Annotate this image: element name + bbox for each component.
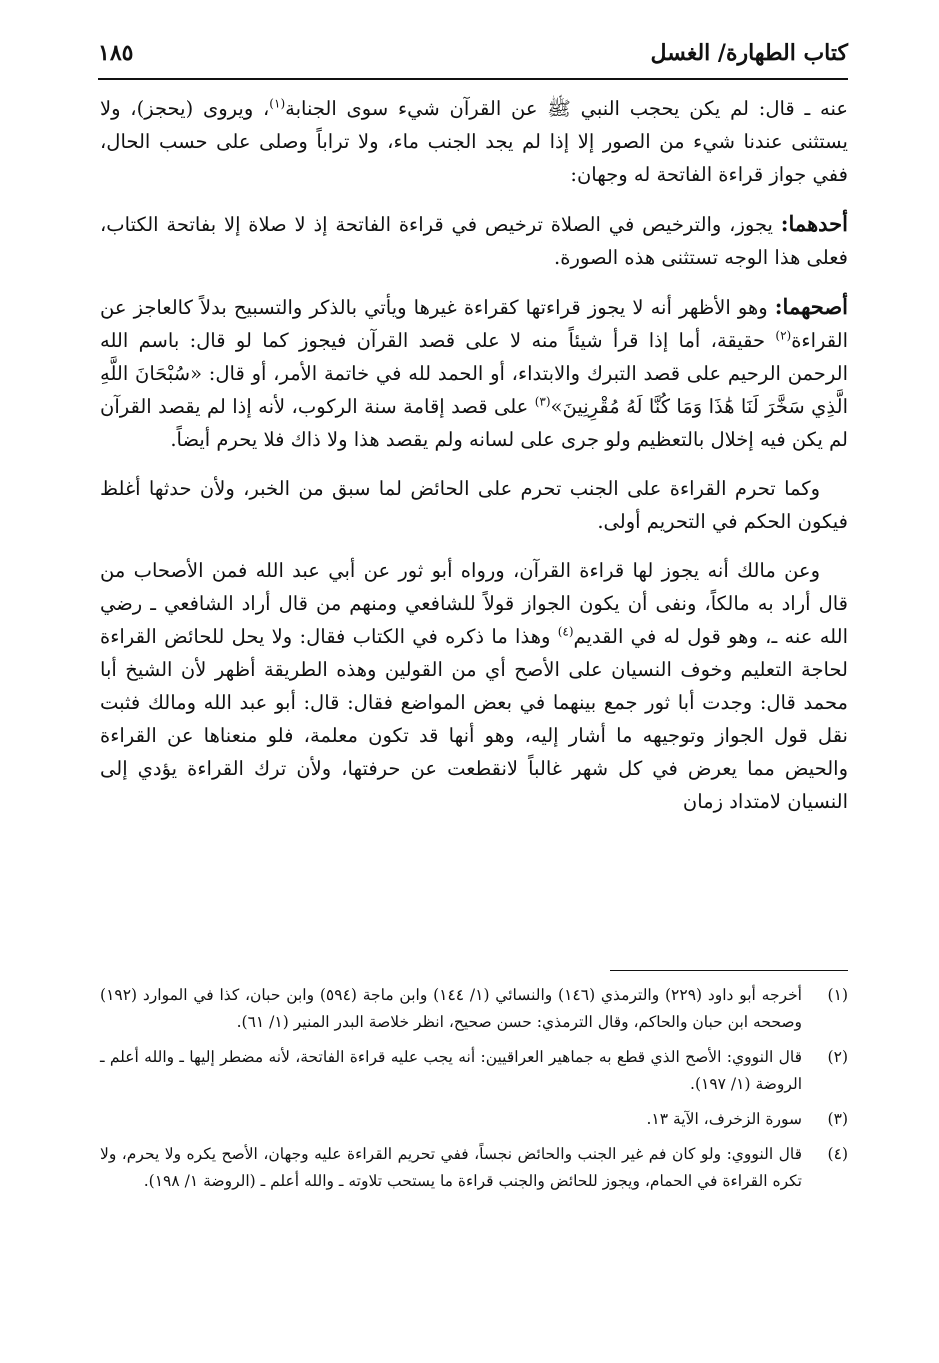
main-text: [100, 92, 848, 834]
footnote-4: [100, 1141, 848, 1195]
paragraph-3: [100, 290, 848, 456]
footnote-number: (١): [827, 986, 848, 1004]
paragraph-2: [100, 207, 848, 274]
text: »: [550, 395, 563, 418]
text: وعن مالك أنه يجوز لها قراءة القرآن، ورواه أبو ثور عن أبي عبد الله فمن الأصحاب من قال أراد به مالكاً، ونفى أن يكون الجواز قولاً للشافعي ومنهم من قال أراد الشافعي ـ رضي الله عنه ـ، وهو قول له في القديم: [100, 559, 848, 648]
footnote-ref-4[interactable]: (٤): [557, 624, 574, 639]
footnote-text: سورة الزخرف، الآية ١٣.: [646, 1110, 802, 1128]
text: على قصد إقامة سنة الركوب، لأنه إذا لم يقصد القرآن لم يكن فيه إخلال بالتعظيم ولو جرى على لسانه ولم يقصد هذا ولا ذاك فلا يحرم أيضاً.: [100, 395, 848, 451]
quran-verse: سُبْحَانَ اللَّهِ الَّذِي سَخَّرَ لَنَا هَٰذَا وَمَا كُنَّا لَهُ مُقْرِنِينَ: [100, 362, 849, 418]
lead-word: أصحهما:: [774, 294, 848, 319]
text: وهو الأظهر أنه لا يجوز قراءتها كقراءة غيرها ويأتي بالذكر والتسبيح بدلاً كالعاجز عن القراءة: [100, 296, 848, 352]
footnote-1: [100, 982, 848, 1036]
footnote-ref-2[interactable]: (٢): [775, 328, 792, 343]
text: يجوز، والترخيص في الصلاة ترخيص في قراءة الفاتحة إذ لا صلاة إلا بفاتحة الكتاب، فعلى هذا الوجه تستثنى هذه الصورة.: [100, 213, 848, 269]
footnote-3: [100, 1106, 848, 1133]
page-header: [98, 40, 848, 72]
footnotes: [100, 982, 848, 1203]
footnote-text: أخرجه أبو داود (٢٢٩) والترمذي (١٤٦) والنسائي (١/ ١٤٤) وابن ماجة (٥٩٤) وابن حبان، كذا في الموارد (١٩٢) وصححه ابن حبان والحاكم، وقال الترمذي: حسن صحيح، انظر خلاصة البدر المنير (١/ ٦١).: [100, 986, 802, 1031]
paragraph-1: [100, 92, 848, 191]
footnote-2: [100, 1044, 848, 1098]
footnote-number: (٢): [827, 1048, 848, 1066]
header-rule: [98, 78, 848, 80]
paragraph-5: [100, 554, 848, 818]
footnote-number: (٤): [827, 1145, 848, 1163]
text: ، ويروى (يحجز)، ولا يستثنى عندنا شيء من الصور إلا إذا لم يجد الجنب ماء، ولا تراباً وصلى على حسب الحال، ففي جواز قراءة الفاتحة له وجهان:: [100, 97, 848, 186]
page-number: ١٨٥: [98, 40, 134, 66]
footnote-separator: [610, 970, 848, 971]
footnote-ref-3[interactable]: (٣): [534, 394, 551, 409]
footnote-text: قال النووي: الأصح الذي قطع به جماهير العراقيين: أنه يجب عليه قراءة الفاتحة، لأنه مضطر إليها ـ والله أعلم ـ الروضة (١/ ١٩٧).: [100, 1048, 802, 1093]
text: عنه ـ قال: لم يكن يحجب النبي ﷺ عن القرآن شيء سوى الجنابة: [285, 97, 848, 120]
text: وهذا ما ذكره في الكتاب فقال: ولا يحل للحائض القراءة لحاجة التعليم وخوف النسيان على الأصح أي من القولين وهذه الطريقة أظهر لأن الشيخ أبا محمد قال: وجدت أبا ثور جمع بينهما في بعض المواضع فقال: قال: أبو عبد الله ومالك فثبت نقل قول الجواز وتوجيهه ما أشار إليه، وهو أنها قد تكون معلمة، فلو منعناها عن القراءة والحيض مما يعرض في كل شهر غالباً لانقطعت عن حرفتها، ولأن ترك القراءة يؤدي إلى النسيان لامتداد زمان: [100, 625, 848, 813]
text: حقيقة، أما إذا قرأ شيئاً منه لا على قصد القرآن فيجوز كما لو قال: باسم الله الرحمن الرحيم على قصد التبرك والابتداء، أو الحمد لله في خاتمة الأمر، أو قال: «: [100, 329, 848, 385]
lead-word: أحدهما:: [780, 211, 848, 236]
footnote-number: (٣): [827, 1110, 848, 1128]
paragraph-4: وكما تحرم القراءة على الجنب تحرم على الحائض لما سبق من الخبر، ولأن حدثها أغلظ فيكون الحكم في التحريم أولى.: [100, 477, 848, 533]
running-title: كتاب الطهارة/ الغسل: [650, 40, 848, 66]
footnote-ref-1[interactable]: (١): [269, 96, 286, 111]
footnote-text: قال النووي: ولو كان فم غير الجنب والحائض نجساً، ففي تحريم القراءة عليه وجهان، الأصح يكره ولا يحرم، ولا تكره القراءة في الحمام، ويجوز للحائض والجنب قراءة ما يستحب تلاوته ـ والله أعلم ـ (الروضة ١/ ١٩٨).: [100, 1145, 802, 1190]
